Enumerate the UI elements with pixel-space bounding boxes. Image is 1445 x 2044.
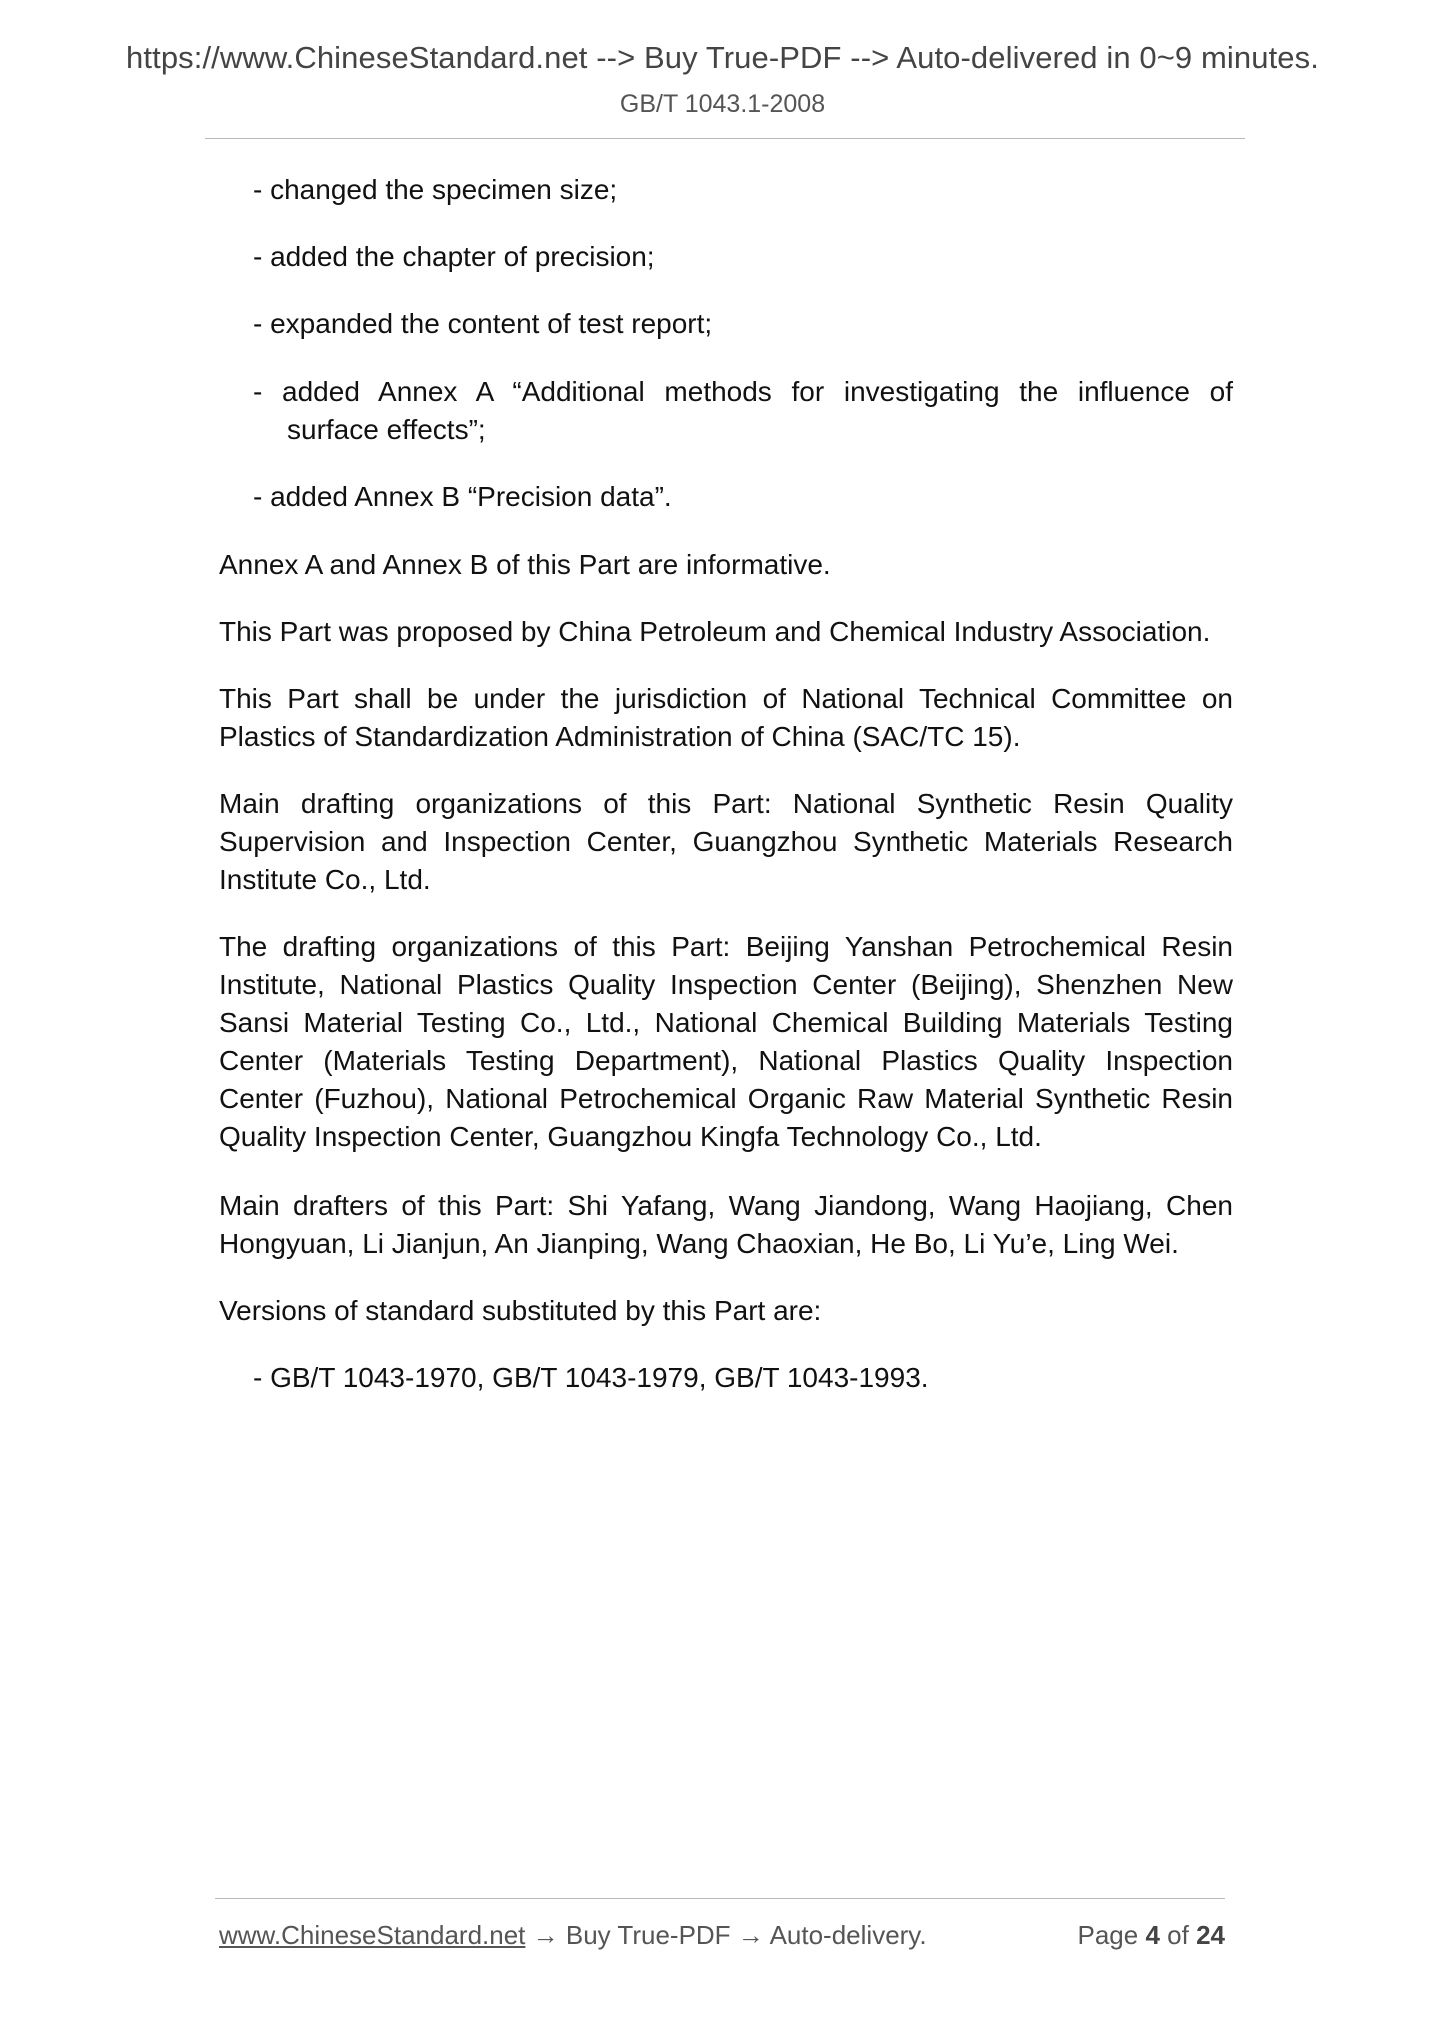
page-current: 4 bbox=[1145, 1920, 1160, 1950]
list-item-continuation: surface effects”; bbox=[287, 414, 486, 445]
header-divider bbox=[205, 138, 1245, 139]
standard-code: GB/T 1043.1-2008 bbox=[619, 90, 826, 118]
paragraph-annexes: Annex A and Annex B of this Part are informative. bbox=[219, 549, 831, 580]
page-of-label: of bbox=[1167, 1920, 1189, 1950]
footer-divider bbox=[215, 1898, 1225, 1899]
paragraph-jurisdiction: This Part shall be under the jurisdiction of National Technical Committee on Plastics of Standardization Administration of China (SAC/TC 15). bbox=[219, 683, 1233, 752]
footer-tagline: → Buy True-PDF → Auto-delivery. bbox=[525, 1920, 927, 1950]
list-item bbox=[253, 373, 1233, 449]
list-item: - GB/T 1043-1970, GB/T 1043-1979, GB/T 1043-1993. bbox=[253, 1362, 929, 1393]
page-number bbox=[1077, 1920, 1225, 1951]
list-item: - added the chapter of precision; bbox=[253, 241, 655, 272]
header-banner: https://www.ChineseStandard.net --> Buy True-PDF --> Auto-delivered in 0~9 minutes. bbox=[126, 40, 1319, 75]
page-footer bbox=[219, 1920, 1225, 1960]
page-label: Page bbox=[1077, 1920, 1139, 1950]
list-item-line: - added Annex A “Additional methods for investigating the influence of bbox=[253, 376, 1233, 407]
paragraph-main-drafting-orgs: Main drafting organizations of this Part: National Synthetic Resin Quality Supervision and Inspection Center, Guangzhou Synthetic Materials Research Institute Co., Ltd. bbox=[219, 788, 1233, 895]
paragraph-drafting-orgs: The drafting organizations of this Part: Beijing Yanshan Petrochemical Resin Institute, National Plastics Quality Inspection Center (Beijing), Shenzhen New Sansi Material Testing Co., Ltd., National Chemical Building Materials Testing Center (Materials Testing Department), National Plastics Quality Inspection Center (Fuzhou), National Petrochemical Organic Raw Material Synthetic Resin Quality Inspection Center, Guangzhou Kingfa Technology Co., Ltd. bbox=[219, 931, 1233, 1152]
list-item: - changed the specimen size; bbox=[253, 174, 618, 205]
paragraph-drafters: Main drafters of this Part: Shi Yafang, Wang Jiandong, Wang Haojiang, Chen Hongyuan, Li Jianjun, An Jianping, Wang Chaoxian, He Bo, Li Yu’e, Ling Wei. bbox=[219, 1190, 1233, 1259]
list-item: - expanded the content of test report; bbox=[253, 308, 713, 339]
footer-site-link[interactable]: www.ChineseStandard.net bbox=[219, 1920, 526, 1950]
paragraph-proposed: This Part was proposed by China Petroleum and Chemical Industry Association. bbox=[219, 616, 1211, 647]
footer-left bbox=[219, 1920, 927, 1951]
paragraph-versions-intro: Versions of standard substituted by this Part are: bbox=[219, 1295, 822, 1326]
page-total: 24 bbox=[1196, 1920, 1225, 1950]
list-item: - added Annex B “Precision data”. bbox=[253, 481, 672, 512]
